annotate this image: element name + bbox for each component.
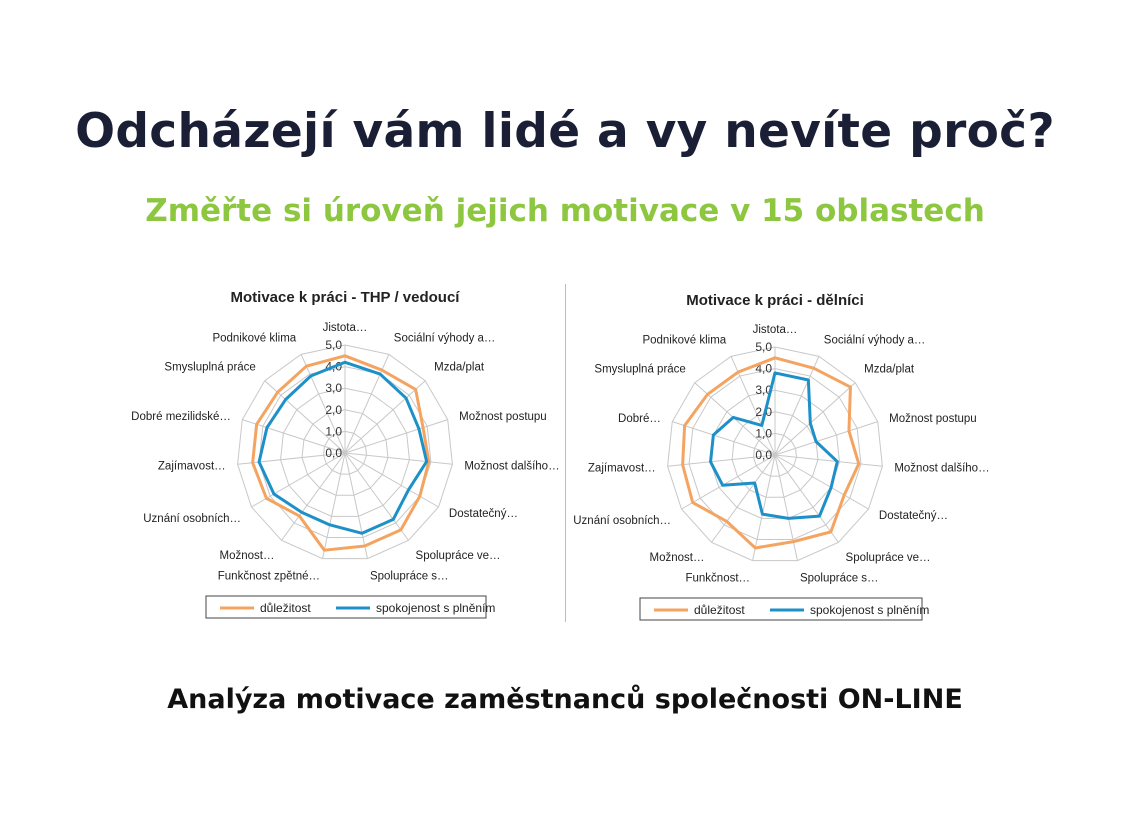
tick-label: 0,0 bbox=[755, 448, 772, 462]
legend-label: spokojenost s plněním bbox=[376, 601, 496, 615]
chart-title: Motivace k práci - THP / vedoucí bbox=[230, 289, 460, 306]
headline: Odcházejí vám lidé a vy nevíte proč? bbox=[75, 104, 1055, 159]
legend-label: důležitost bbox=[694, 603, 745, 617]
tick-label: 5,0 bbox=[755, 340, 772, 354]
category-label: Jistota… bbox=[752, 324, 798, 336]
category-label: Možnost dalšího… bbox=[464, 460, 560, 473]
tick-label: 5,0 bbox=[325, 338, 342, 352]
category-label: Podnikové klima bbox=[212, 332, 297, 345]
category-label: Zajímavost… bbox=[157, 460, 226, 473]
charts-area bbox=[131, 272, 990, 632]
tick-label: 4,0 bbox=[755, 361, 772, 376]
category-label: Smysluplná práce bbox=[594, 363, 686, 376]
tick-label: 2,0 bbox=[755, 404, 772, 419]
category-label: Sociální výhody a… bbox=[393, 332, 496, 345]
category-label: Dostatečný… bbox=[448, 508, 518, 520]
category-label: Zajímavost… bbox=[587, 462, 656, 475]
category-label: Dobré mezilidské… bbox=[131, 410, 231, 423]
chart-divider bbox=[565, 284, 566, 622]
category-label: Spolupráce ve… bbox=[415, 550, 501, 563]
category-label: Smysluplná práce bbox=[164, 361, 256, 374]
category-label: Možnost postupu bbox=[889, 412, 977, 425]
category-label: Spolupráce ve… bbox=[845, 552, 931, 565]
category-label: Možnost dalšího… bbox=[894, 462, 990, 475]
category-label: Podnikové klima bbox=[642, 334, 727, 347]
category-label: Dobré… bbox=[618, 412, 661, 425]
category-label: Sociální výhody a… bbox=[823, 334, 926, 347]
series-line-satisfaction bbox=[711, 373, 838, 518]
tick-label: 2,0 bbox=[325, 402, 342, 417]
tick-label: 0,0 bbox=[325, 446, 342, 460]
category-label: Dostatečný… bbox=[878, 510, 948, 522]
category-label: Možnost… bbox=[649, 552, 705, 565]
grid-spoke bbox=[345, 420, 448, 453]
category-label: Spolupráce s… bbox=[369, 570, 449, 583]
category-label: Uznání osobních… bbox=[573, 515, 672, 527]
grid-spoke bbox=[775, 356, 819, 455]
category-label: Mzda/plat bbox=[434, 361, 485, 374]
chart-title: Motivace k práci - dělníci bbox=[686, 292, 864, 309]
tick-label: 1,0 bbox=[755, 426, 772, 441]
radar-chart-thp bbox=[131, 272, 560, 627]
legend-label: spokojenost s plněním bbox=[810, 603, 930, 617]
footer-caption: Analýza motivace zaměstnanců společnosti ON-LINE bbox=[167, 684, 963, 715]
tick-label: 3,0 bbox=[325, 381, 342, 396]
category-label: Mzda/plat bbox=[864, 363, 915, 376]
legend bbox=[640, 598, 929, 620]
tick-label: 4,0 bbox=[325, 359, 342, 374]
legend-label: důležitost bbox=[260, 601, 311, 615]
tick-label: 1,0 bbox=[325, 424, 342, 439]
grid-spoke bbox=[775, 383, 855, 455]
subheadline: Změřte si úroveň jejich motivace v 15 oblastech bbox=[145, 193, 985, 229]
tick-label: 3,0 bbox=[755, 383, 772, 398]
category-label: Jistota… bbox=[322, 322, 368, 334]
category-label: Uznání osobních… bbox=[143, 513, 242, 525]
category-label: Možnost… bbox=[219, 550, 275, 563]
category-label: Možnost postupu bbox=[459, 410, 547, 423]
category-label: Spolupráce s… bbox=[799, 572, 879, 585]
legend bbox=[206, 596, 495, 618]
category-label: Funkčnost… bbox=[685, 572, 751, 585]
category-label: Funkčnost zpětné… bbox=[217, 570, 321, 583]
radar-chart-workers bbox=[570, 272, 990, 627]
